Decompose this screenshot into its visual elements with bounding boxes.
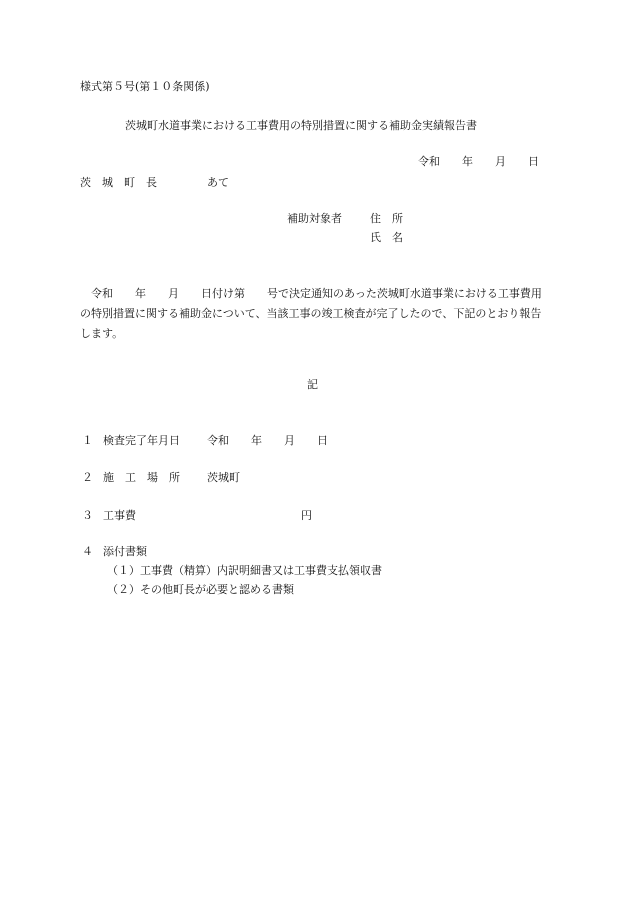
- attachment-2: （２）その他町長が必要と認める書類: [107, 583, 294, 596]
- item-3-value: 円: [301, 509, 312, 522]
- item-1-value: 令和 年 月 日: [207, 434, 328, 447]
- addressee-suffix: あて: [207, 176, 229, 189]
- item-3-number: ３: [82, 509, 93, 522]
- addressee: 茨 城 町 長: [80, 176, 157, 189]
- item-2-number: ２: [82, 471, 93, 484]
- item-3-label: 工事費: [103, 509, 136, 522]
- item-4-number: ４: [82, 545, 93, 558]
- item-1-number: １: [82, 434, 93, 447]
- item-4-label: 添付書類: [103, 545, 147, 558]
- attachment-1: （１）工事費（精算）内訳明細書又は工事費支払領収書: [107, 564, 382, 577]
- item-2-label: 施 工 場 所: [103, 471, 180, 484]
- date-line: 令和 年 月 日: [418, 155, 539, 168]
- document-title: 茨城町水道事業における工事費用の特別措置に関する補助金実績報告書: [125, 119, 477, 132]
- body-text: 令和 年 月 日付け第 号で決定通知のあった茨城町水道事業における工事費用の特別措置に関する補助金について、当該工事の竣工検査が完了したので、下記のとおり報告します。: [80, 287, 542, 340]
- item-1-label: 検査完了年月日: [103, 434, 180, 447]
- ki-heading: 記: [307, 378, 318, 391]
- name-label: 氏 名: [370, 231, 403, 244]
- address-label: 住 所: [370, 212, 403, 225]
- form-number: 様式第５号(第１０条関係): [80, 80, 210, 93]
- applicant-label: 補助対象者: [287, 212, 342, 225]
- item-2-value: 茨城町: [207, 471, 240, 484]
